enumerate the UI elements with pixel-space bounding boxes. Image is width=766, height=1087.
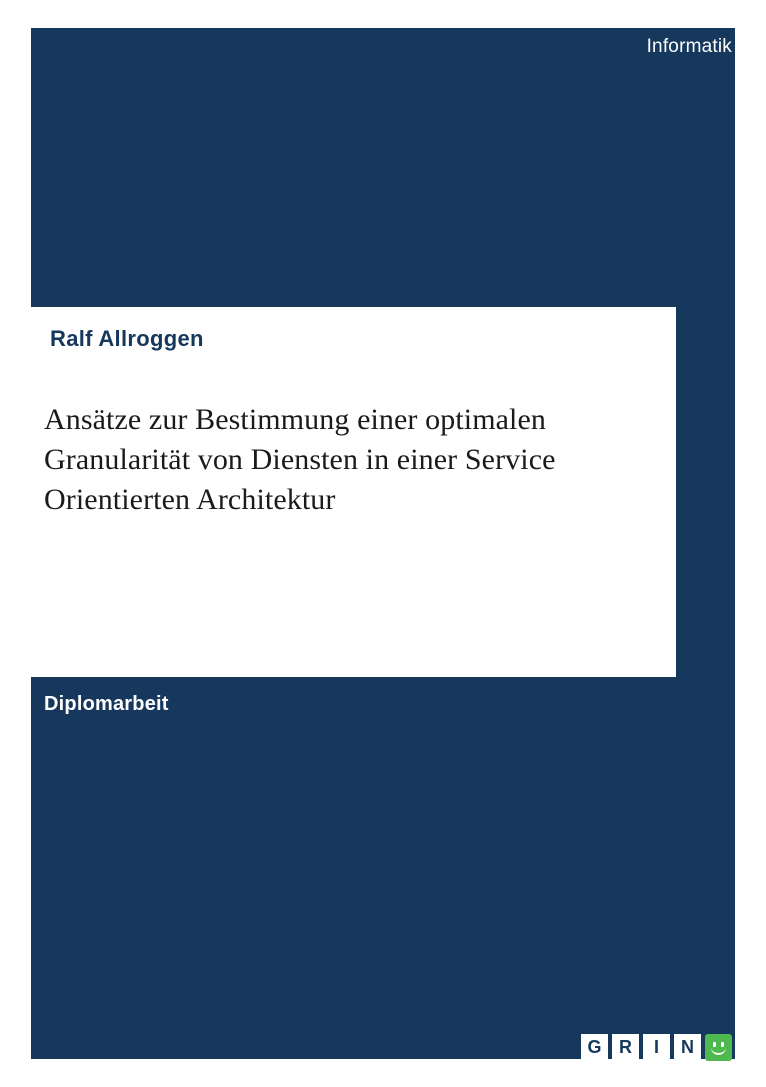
page-title: Ansätze zur Bestimmung einer optimalen Granularität von Diensten in einer Service Orientierten Architektur xyxy=(44,403,556,516)
author-name: Ralf Allroggen xyxy=(50,326,204,351)
document-type-label: Diplomarbeit xyxy=(44,693,169,715)
smiley-face-icon xyxy=(705,1034,732,1061)
smiley-mouth-icon xyxy=(711,1046,726,1055)
logo-letter-i: I xyxy=(643,1034,670,1061)
logo-letter-n: N xyxy=(674,1034,701,1061)
logo-letter-r: R xyxy=(612,1034,639,1061)
logo-letter-g: G xyxy=(581,1034,608,1061)
grin-publisher-logo xyxy=(581,1034,732,1061)
category-label: Informatik xyxy=(646,36,732,57)
